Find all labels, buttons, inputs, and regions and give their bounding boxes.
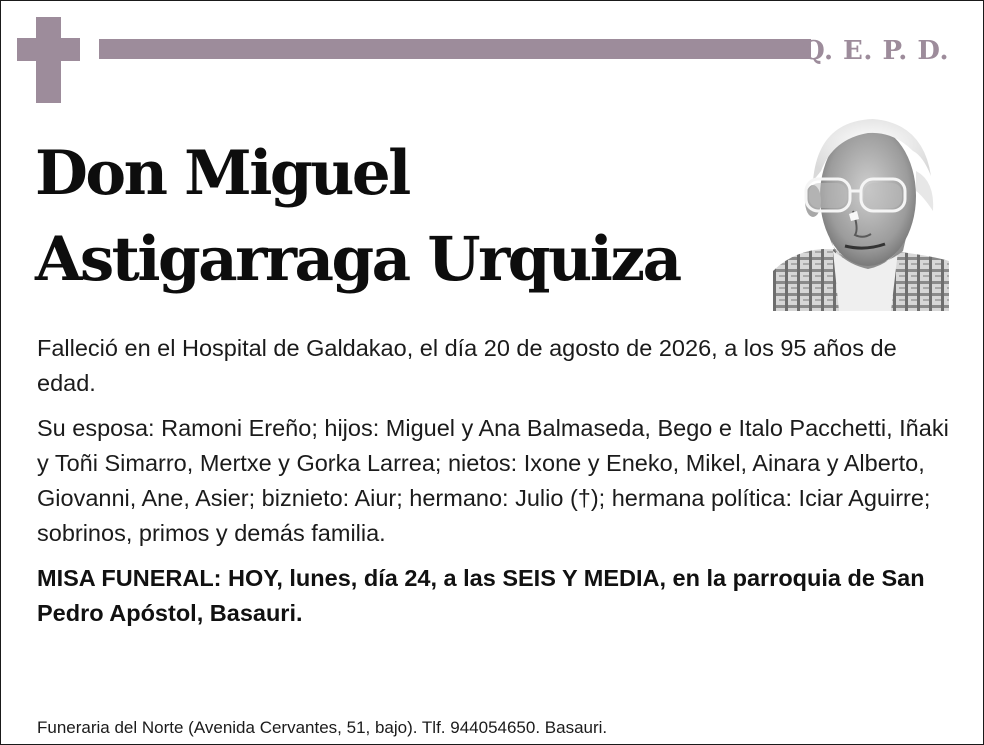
obituary-body [37,331,955,641]
portrait-photo [773,101,949,311]
deceased-name-line2: Astigarraga Urquiza [35,224,680,295]
header-rule [99,39,811,59]
portrait-image [773,101,949,311]
cross-horizontal-bar [17,38,80,61]
funeral-mass-text: MISA FUNERAL: HOY, lunes, día 24, a las SEIS Y MEDIA, en la parroquia de San Pedro Apóstol, Basauri. [37,565,925,626]
qepd-label: Q. E. P. D. [802,36,949,66]
family-text: Su esposa: Ramoni Ereño; hijos: Miguel y Ana Balmaseda, Bego e Italo Pacchetti, Iñaki y Toñi Simarro, Mertxe y Gorka Larrea; nietos: Ixone y Eneko, Mikel, Ainara y Alberto, Giovanni, Ane, Asier; biznieto: Aiur; hermano: Julio (†); hermana política: Iciar Aguirre; sobrinos, primos y demás familia. [37,415,949,546]
deceased-name [35,131,680,303]
deceased-name-line1: Don Miguel [35,138,409,209]
death-notice-text: Falleció en el Hospital de Galdakao, el día 20 de agosto de 2026, a los 95 años de edad. [37,335,897,396]
funeral-home-footer: Funeraria del Norte (Avenida Cervantes, 51, bajo). Tlf. 944054650. Basauri. [37,718,608,737]
